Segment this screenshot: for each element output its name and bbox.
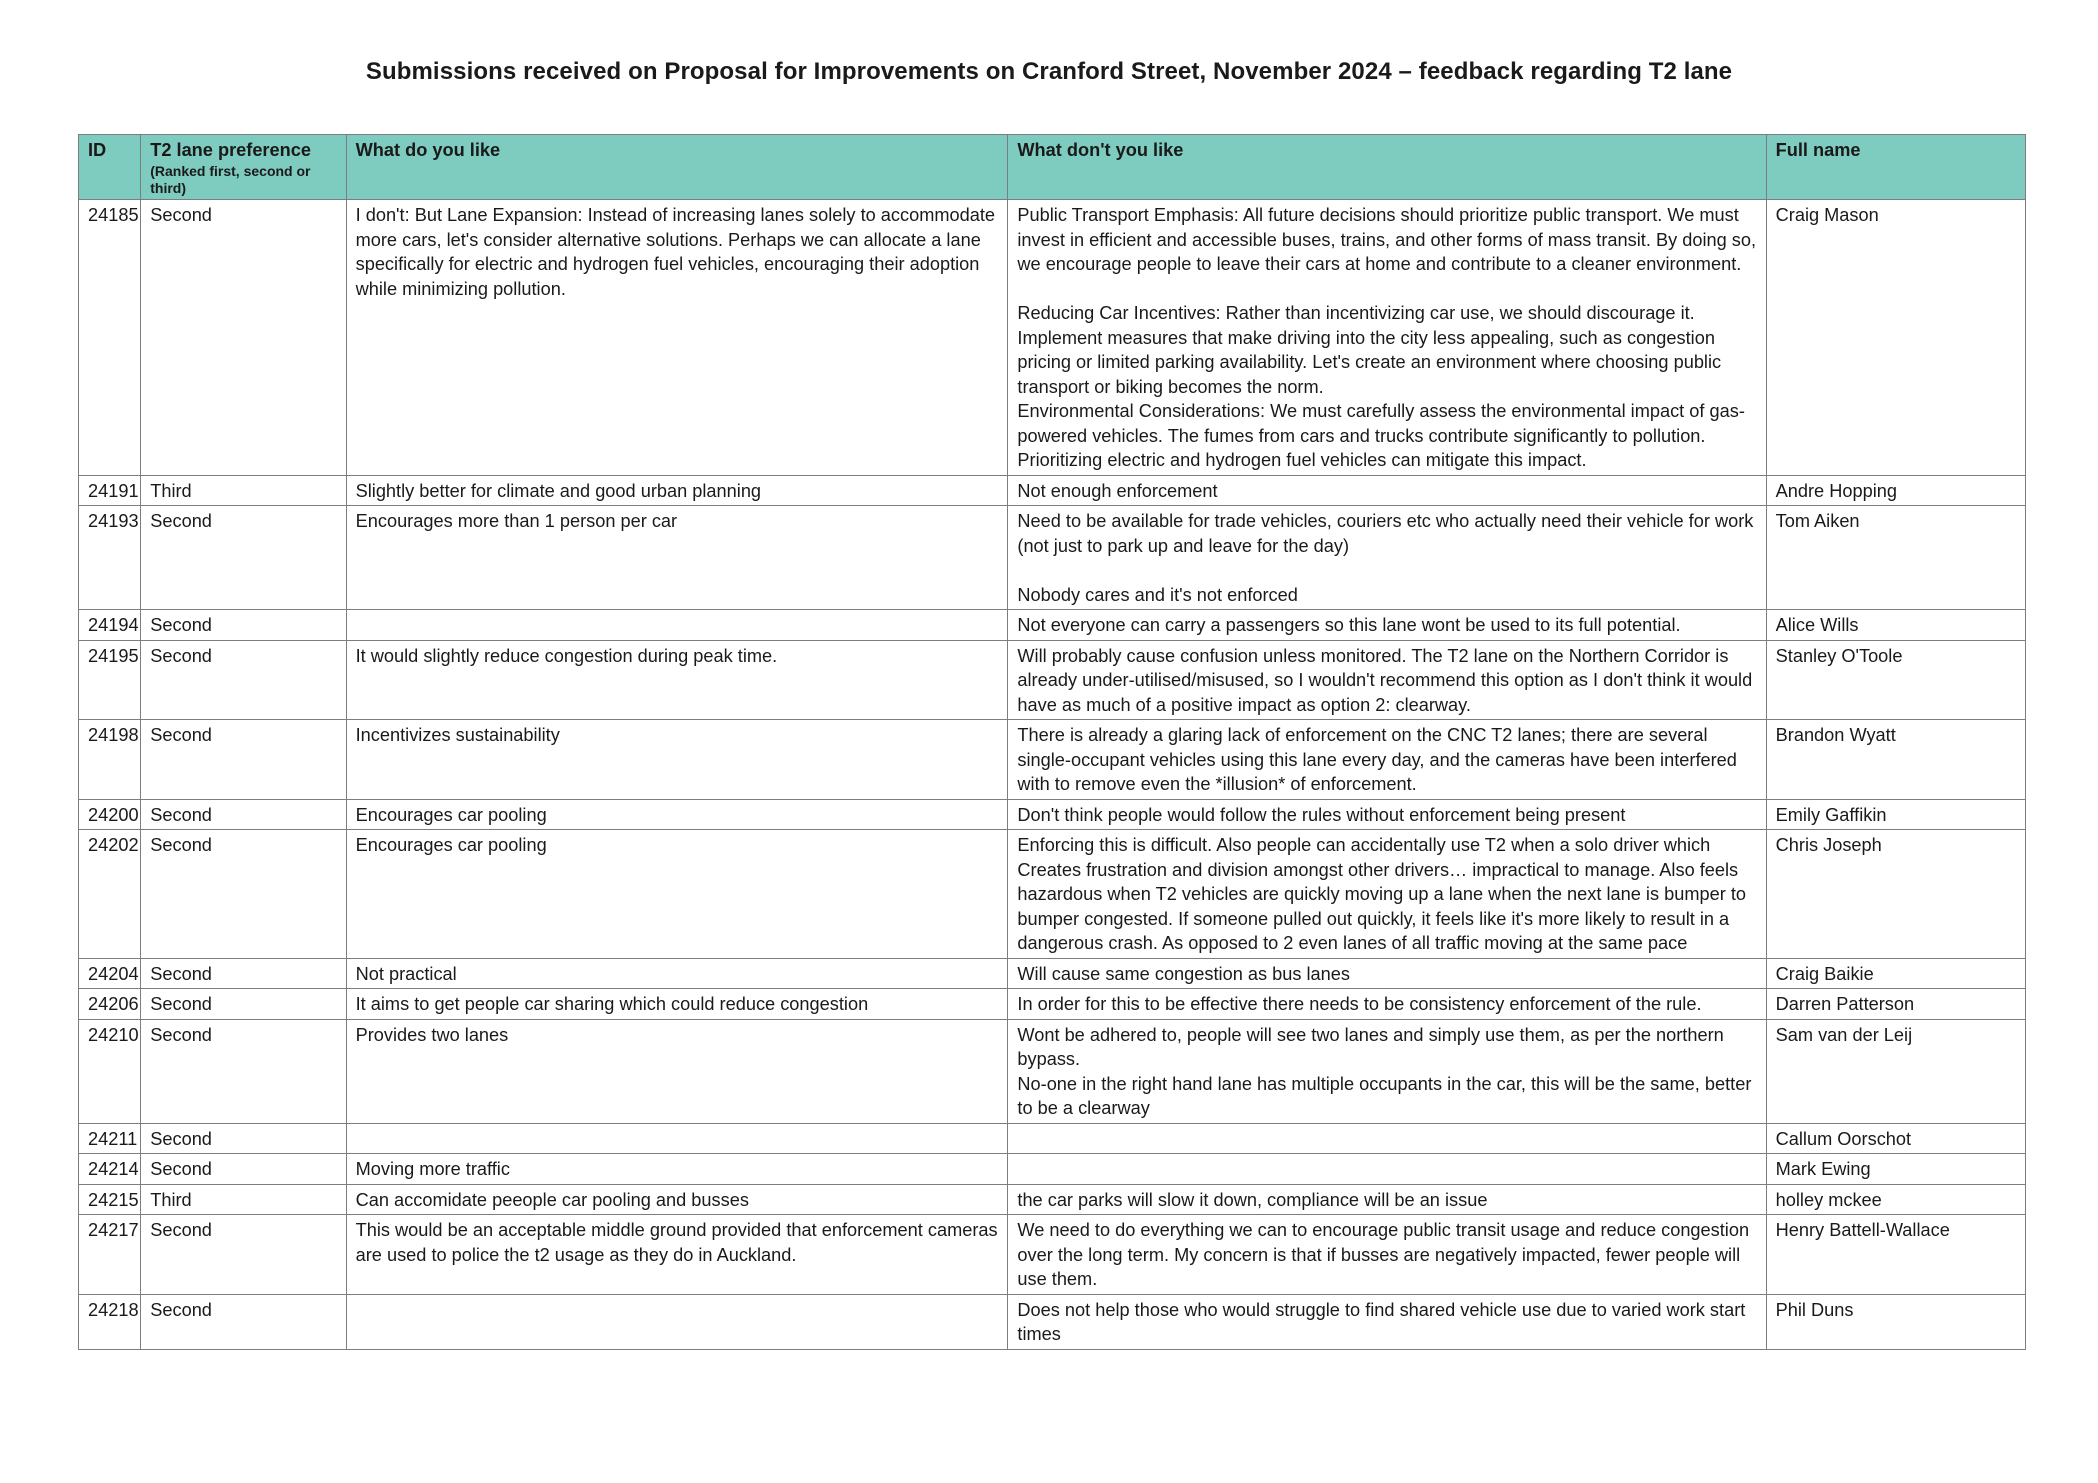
cell-full-name: holley mckee [1766, 1184, 2025, 1215]
cell-what-you-like: Encourages car pooling [346, 799, 1008, 830]
table-row [79, 610, 2026, 641]
table-row [79, 1294, 2026, 1349]
table-row [79, 475, 2026, 506]
table-row [79, 640, 2026, 720]
cell-what-you-dont-like: Need to be available for trade vehicles, couriers etc who actually need their vehicle for work (not just to park up and leave for the day) Nobody cares and it's not enforced [1008, 506, 1766, 610]
cell-full-name: Darren Patterson [1766, 989, 2025, 1020]
cell-id: 24200 [79, 799, 141, 830]
cell-id: 24204 [79, 958, 141, 989]
cell-t2-preference: Third [141, 1184, 346, 1215]
cell-t2-preference: Second [141, 958, 346, 989]
cell-full-name: Andre Hopping [1766, 475, 2025, 506]
header-what-you-like: What do you like [346, 135, 1008, 200]
cell-what-you-like [346, 610, 1008, 641]
cell-id: 24218 [79, 1294, 141, 1349]
cell-full-name: Callum Oorschot [1766, 1123, 2025, 1154]
table-row [79, 1154, 2026, 1185]
cell-what-you-like: This would be an acceptable middle ground provided that enforcement cameras are used to police the t2 usage as they do in Auckland. [346, 1215, 1008, 1295]
cell-what-you-like: It aims to get people car sharing which could reduce congestion [346, 989, 1008, 1020]
cell-full-name: Henry Battell-Wallace [1766, 1215, 2025, 1295]
cell-what-you-dont-like: Not enough enforcement [1008, 475, 1766, 506]
cell-t2-preference: Second [141, 989, 346, 1020]
cell-id: 24210 [79, 1019, 141, 1123]
cell-id: 24198 [79, 720, 141, 800]
cell-what-you-dont-like: Not everyone can carry a passengers so this lane wont be used to its full potential. [1008, 610, 1766, 641]
cell-what-you-like: Incentivizes sustainability [346, 720, 1008, 800]
cell-what-you-dont-like: Will cause same congestion as bus lanes [1008, 958, 1766, 989]
table-row [79, 958, 2026, 989]
cell-id: 24217 [79, 1215, 141, 1295]
cell-what-you-like [346, 1294, 1008, 1349]
cell-what-you-dont-like: Will probably cause confusion unless monitored. The T2 lane on the Northern Corridor is already under-utilised/misused, so I wouldn't recommend this option as I don't think it would have as much of a positive impact as option 2: clearway. [1008, 640, 1766, 720]
cell-t2-preference: Second [141, 1123, 346, 1154]
table-row [79, 799, 2026, 830]
cell-t2-preference: Second [141, 640, 346, 720]
table-row [79, 200, 2026, 476]
cell-what-you-dont-like [1008, 1123, 1766, 1154]
cell-what-you-like: Not practical [346, 958, 1008, 989]
cell-full-name: Tom Aiken [1766, 506, 2025, 610]
cell-id: 24191 [79, 475, 141, 506]
cell-what-you-like [346, 1123, 1008, 1154]
cell-t2-preference: Second [141, 830, 346, 959]
header-id: ID [79, 135, 141, 200]
header-t2-preference [141, 135, 346, 200]
cell-what-you-like: I don't: But Lane Expansion: Instead of increasing lanes solely to accommodate more cars, let's consider alternative solutions. Perhaps we can allocate a lane specifically for electric and hydrogen fuel vehicles, encouraging their adoption while minimizing pollution. [346, 200, 1008, 476]
cell-t2-preference: Second [141, 1019, 346, 1123]
cell-full-name: Craig Baikie [1766, 958, 2025, 989]
cell-id: 24185 [79, 200, 141, 476]
cell-t2-preference: Second [141, 1294, 346, 1349]
cell-t2-preference: Second [141, 200, 346, 476]
cell-what-you-dont-like: Does not help those who would struggle to find shared vehicle use due to varied work start times [1008, 1294, 1766, 1349]
cell-what-you-like: Provides two lanes [346, 1019, 1008, 1123]
cell-what-you-like: Slightly better for climate and good urban planning [346, 475, 1008, 506]
submissions-table [78, 134, 2026, 1350]
cell-id: 24211 [79, 1123, 141, 1154]
cell-what-you-like: Encourages car pooling [346, 830, 1008, 959]
cell-full-name: Chris Joseph [1766, 830, 2025, 959]
cell-id: 24214 [79, 1154, 141, 1185]
cell-what-you-dont-like: Enforcing this is difficult. Also people can accidentally use T2 when a solo driver which Creates frustration and division amongst other drivers… impractical to manage. Also feels hazardous when T2 vehicles are quickly moving up a lane when the next lane is bumper to bumper congested. If someone pulled out quickly, it feels like it's more likely to result in a dangerous crash. As opposed to 2 even lanes of all traffic moving at the same pace [1008, 830, 1766, 959]
cell-id: 24206 [79, 989, 141, 1020]
cell-full-name: Alice Wills [1766, 610, 2025, 641]
header-t2-preference-label: T2 lane preference [150, 140, 311, 160]
cell-full-name: Emily Gaffikin [1766, 799, 2025, 830]
table-row [79, 989, 2026, 1020]
cell-t2-preference: Second [141, 610, 346, 641]
cell-what-you-like: Moving more traffic [346, 1154, 1008, 1185]
cell-what-you-dont-like: There is already a glaring lack of enforcement on the CNC T2 lanes; there are several single-occupant vehicles using this lane every day, and the cameras have been interfered with to remove even the *illusion* of enforcement. [1008, 720, 1766, 800]
cell-t2-preference: Second [141, 506, 346, 610]
cell-id: 24202 [79, 830, 141, 959]
page-title: Submissions received on Proposal for Improvements on Cranford Street, November 2024 – feedback regarding T2 lane [365, 58, 1733, 85]
cell-what-you-dont-like: We need to do everything we can to encourage public transit usage and reduce congestion over the long term. My concern is that if busses are negatively impacted, fewer people will use them. [1008, 1215, 1766, 1295]
cell-t2-preference: Third [141, 475, 346, 506]
table-row [79, 1019, 2026, 1123]
cell-what-you-dont-like: Wont be adhered to, people will see two lanes and simply use them, as per the northern bypass. No-one in the right hand lane has multiple occupants in the car, this will be the same, better to be a clearway [1008, 1019, 1766, 1123]
cell-what-you-dont-like [1008, 1154, 1766, 1185]
table-row [79, 1184, 2026, 1215]
cell-what-you-like: It would slightly reduce congestion during peak time. [346, 640, 1008, 720]
cell-what-you-dont-like: the car parks will slow it down, compliance will be an issue [1008, 1184, 1766, 1215]
table-header-row [79, 135, 2026, 200]
cell-t2-preference: Second [141, 1154, 346, 1185]
cell-id: 24215 [79, 1184, 141, 1215]
header-what-you-dont-like: What don't you like [1008, 135, 1766, 200]
header-full-name: Full name [1766, 135, 2025, 200]
table-row [79, 1215, 2026, 1295]
cell-what-you-dont-like: In order for this to be effective there needs to be consistency enforcement of the rule. [1008, 989, 1766, 1020]
header-t2-preference-subtitle: (Ranked first, second or third) [150, 162, 311, 196]
cell-what-you-like: Encourages more than 1 person per car [346, 506, 1008, 610]
cell-full-name: Craig Mason [1766, 200, 2025, 476]
table-row [79, 720, 2026, 800]
cell-what-you-like: Can accomidate peeople car pooling and busses [346, 1184, 1008, 1215]
table-body [79, 200, 2026, 1350]
cell-t2-preference: Second [141, 720, 346, 800]
cell-id: 24195 [79, 640, 141, 720]
cell-t2-preference: Second [141, 1215, 346, 1295]
cell-full-name: Mark Ewing [1766, 1154, 2025, 1185]
table-row [79, 1123, 2026, 1154]
cell-id: 24193 [79, 506, 141, 610]
cell-full-name: Sam van der Leij [1766, 1019, 2025, 1123]
table-row [79, 506, 2026, 610]
cell-id: 24194 [79, 610, 141, 641]
table-row [79, 830, 2026, 959]
cell-what-you-dont-like: Don't think people would follow the rules without enforcement being present [1008, 799, 1766, 830]
cell-full-name: Phil Duns [1766, 1294, 2025, 1349]
cell-full-name: Stanley O'Toole [1766, 640, 2025, 720]
cell-full-name: Brandon Wyatt [1766, 720, 2025, 800]
cell-t2-preference: Second [141, 799, 346, 830]
cell-what-you-dont-like: Public Transport Emphasis: All future decisions should prioritize public transport. We must invest in efficient and accessible buses, trains, and other forms of mass transit. By doing so, we encourage people to leave their cars at home and contribute to a cleaner environment. Reducing Car Incentives: Rather than incentivizing car use, we should discourage it. Implement measures that make driving into the city less appealing, such as congestion pricing or limited parking availability. Let's create an environment where choosing public transport or biking becomes the norm. Environmental Considerations: We must carefully assess the environmental impact of gas-powered vehicles. The fumes from cars and trucks contribute significantly to pollution. Prioritizing electric and hydrogen fuel vehicles can mitigate this impact. [1008, 200, 1766, 476]
